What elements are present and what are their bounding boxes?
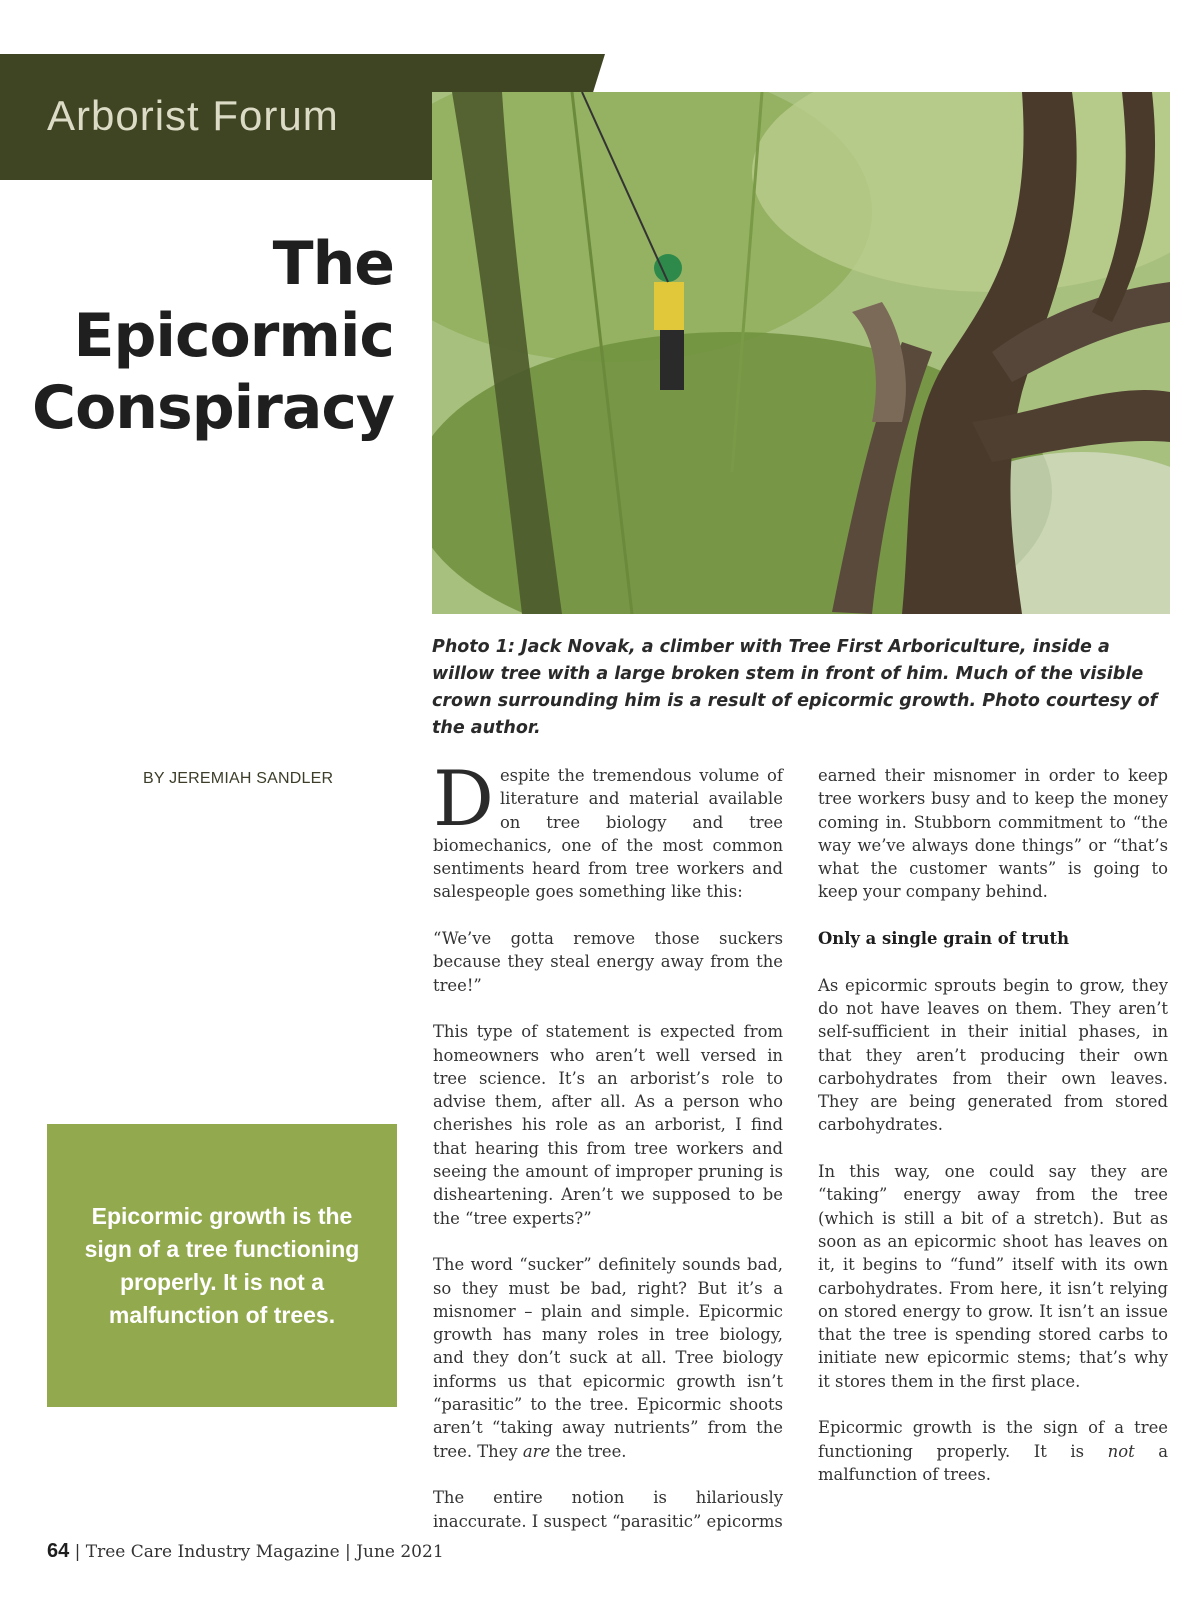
paragraph-text: espite the tremendous volume of literature and material available on tree biology and tree biomechanics, one of the most common sentiments heard from tree workers and salespeople goes something like this: [433,766,783,902]
byline: BY JEREMIAH SANDLER [143,770,334,787]
pull-quote-box [47,1124,397,1407]
paragraph: This type of statement is expected from homeowners who aren’t well versed in tree science. It’s an arborist’s role to advise them, after all. As a person who cherishes his role as an arborist, I find that hearing this from tree workers and seeing the amount of improper pruning is disheartening. Aren’t we supposed to be the “tree experts?” [433,1022,783,1228]
article-column-2 [818,764,1168,1510]
paragraph [433,754,783,904]
emphasis: are [522,1441,551,1461]
emphasis: not [1107,1441,1135,1461]
paragraph-text: Epicormic growth is the sign of a tree functioning properly. It is [818,1418,1168,1461]
title-line-1: The [272,229,394,299]
section-label: Arborist Forum [47,92,339,139]
paragraph: earned their misnomer in order to keep tree workers busy and to keep the money coming in. Stubborn commitment to “the way we’ve always done things” or “that’s what the customer wants” is going to keep your company behind. [818,766,1168,902]
pull-quote-text: Epicormic growth is the sign of a tree functioning properly. It is not a malfunction of trees. [84,1202,360,1328]
footer-text: | Tree Care Industry Magazine | June 2021 [69,1542,444,1562]
paragraph-text: The word “sucker” definitely sounds bad, so they must be bad, right? But it’s a misnomer – plain and simple. Epicormic growth has many roles in tree biology, and they don’t suck at all. Tree biology informs us that epicormic growth isn’t “parasitic” to the tree. Epicormic shoots aren’t “taking away nutrients” from the tree. They [433,1255,783,1461]
paragraph [818,1416,1168,1486]
article-title [14,228,394,444]
article-photo [432,92,1170,614]
paragraph: “We’ve gotta remove those suckers because they steal energy away from the tree!” [433,929,783,995]
paragraph-text: the tree. [550,1441,627,1461]
drop-cap: D [433,754,494,843]
paragraph: The entire notion is hilariously inaccurate. I suspect “parasitic” epicorms [433,1488,783,1531]
paragraph-text: a malfunction of trees. [818,1441,1168,1484]
article-column-1 [433,754,783,1556]
page-footer [47,1540,444,1563]
tree-photo-illustration [432,92,1170,614]
subheading: Only a single grain of truth [818,929,1070,949]
paragraph: In this way, one could say they are “taking” energy away from the tree (which is still a bit of a stretch). But as soon as an epicormic shoot has leaves on it, it begins to “fund” itself with its own carbohydrates. From here, it isn’t relying on stored energy to grow. It isn’t an issue that the tree is spending stored carbs to initiate new epicormic stems; that’s why it stores them in the first place. [818,1162,1168,1391]
title-line-3: Conspiracy [32,373,394,443]
paragraph: As epicormic sprouts begin to grow, they do not have leaves on them. They aren’t self-sufficient in their initial phases, in that they aren’t producing their own carbohydrates from their own leaves. They are being generated from stored carbohydrates. [818,975,1168,1135]
page-number: 64 [47,1540,70,1562]
photo-caption: Photo 1: Jack Novak, a climber with Tree First Arboriculture, inside a willow tree with a large broken stem in front of him. Much of the visible crown surrounding him is a result of epicormic growth. Photo courtesy of the author. [432,637,1158,738]
paragraph [433,1253,783,1463]
title-line-2: Epicormic [73,301,394,371]
